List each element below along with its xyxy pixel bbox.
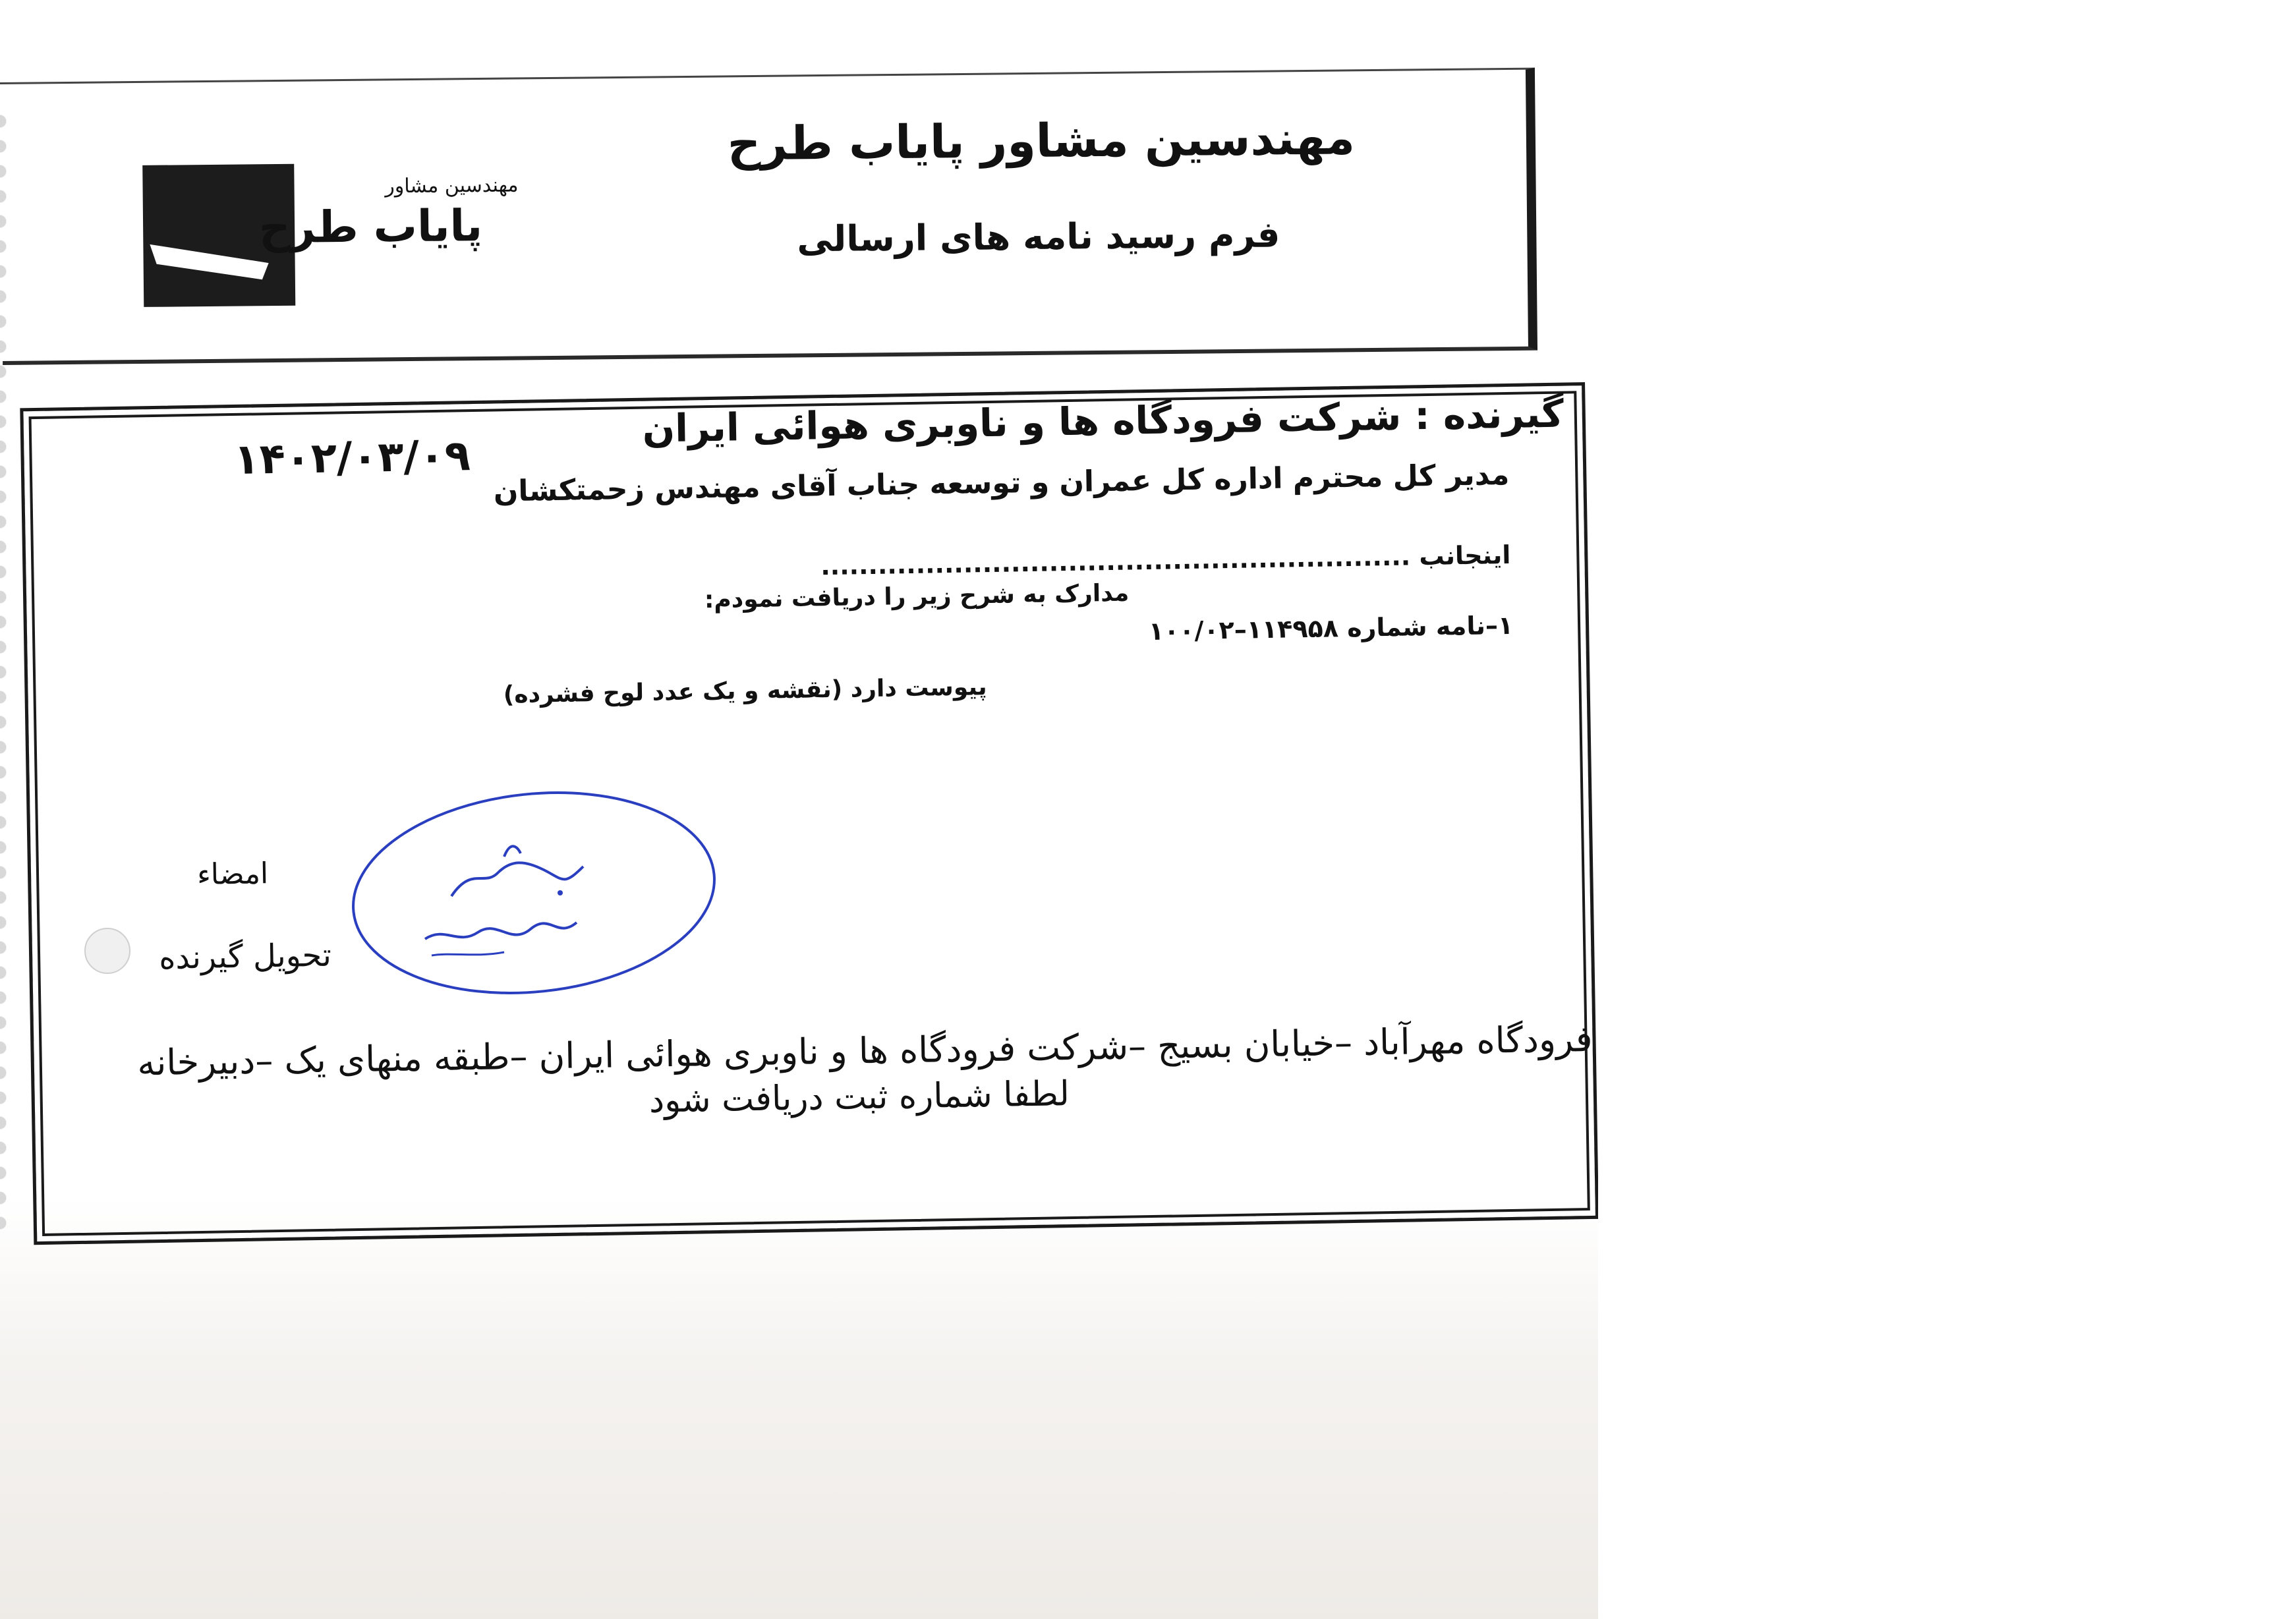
letterhead bbox=[0, 68, 1537, 365]
undersigned-line: اینجانب .............................................................. bbox=[820, 540, 1511, 581]
letter-number: ۱–نامه شماره ۱۱۴۹۵۸–۱۰۰/۰۲ bbox=[1148, 610, 1514, 646]
recipient-line: گیرنده : شرکت فرودگاه ها و ناوبری هوائی ایران bbox=[642, 391, 1564, 451]
receive-statement: مدارک به شرح زیر را دریافت نمودم: bbox=[704, 579, 1130, 614]
blank-area bbox=[1598, 0, 2296, 1619]
registration-request: لطفا شماره ثبت دریافت شود bbox=[648, 1074, 1070, 1121]
addressee-line: مدیر کل محترم اداره کل عمران و توسعه جناب آقای مهندس زحمتکشان bbox=[493, 457, 1510, 509]
form-title: فرم رسید نامه های ارسالی bbox=[797, 213, 1280, 260]
delivery-address: فرودگاه مهرآباد –خیابان بسیج –شرکت فرودگاه ها و ناوبری هوائی ایران –طبقه منهای یک –دبیرخانه bbox=[136, 1017, 1593, 1084]
receipt-form bbox=[20, 382, 1599, 1245]
attachment-note: پیوست دارد (نقشه و یک عدد لوح فشرده) bbox=[503, 673, 987, 709]
punch-hole bbox=[84, 928, 130, 974]
company-logo bbox=[142, 161, 519, 306]
signature-label: امضاء bbox=[196, 857, 269, 892]
receiver-label: تحویل گیرنده bbox=[158, 936, 332, 977]
date: ۱۴۰۲/۰۳/۰۹ bbox=[233, 432, 471, 485]
logo-name: پایاب طرح bbox=[258, 200, 483, 254]
handwritten-stamp bbox=[346, 787, 722, 998]
logo-subtitle: مهندسین مشاور bbox=[385, 173, 519, 198]
company-title: مهندسین مشاور پایاب طرح bbox=[727, 111, 1356, 171]
